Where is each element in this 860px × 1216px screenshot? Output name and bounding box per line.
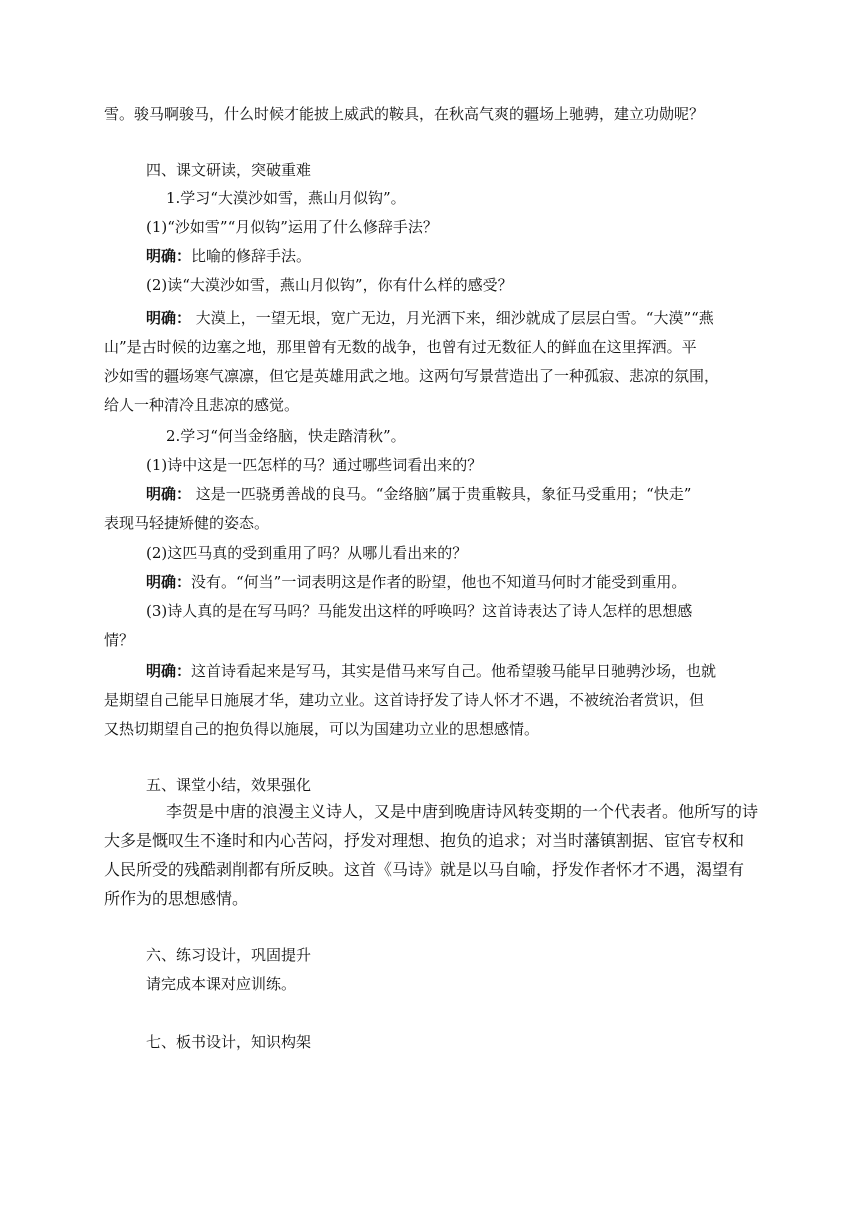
item2-a1-line-2: 表现马轻捷矫健的姿态。 bbox=[104, 514, 270, 532]
item2-a3-line-1 bbox=[146, 660, 716, 682]
answer-text: 没有。“何当”一词表明这是作者的盼望，他也不知道马何时才能受到重用。 bbox=[191, 573, 687, 591]
summary-line-3: 人民所受的残酷剥削都有所反映。这首《马诗》就是以马自喻，抒发作者怀才不遇，渴望有 bbox=[104, 860, 745, 879]
answer-text: 比喻的修辞手法。 bbox=[191, 247, 312, 265]
answer-text: 这首诗看起来是写马，其实是借马来写自己。他希望骏马能早日驰骋沙场，也就 bbox=[191, 662, 717, 680]
section6-heading: 六、练习设计，巩固提升 bbox=[146, 946, 312, 964]
answer-label: 明确： bbox=[146, 662, 192, 680]
item1-a2-line-1 bbox=[146, 307, 714, 329]
item1-a2-line-4: 给人一种清冷且悲凉的感觉。 bbox=[104, 396, 300, 414]
item2-a3-line-2: 是期望自己能早日施展才华，建功立业。这首诗抒发了诗人怀才不遇，不被统治者赏识，但 bbox=[104, 691, 705, 709]
item2-q3-line-2: 情？ bbox=[104, 631, 135, 649]
section4-heading: 四、课文研读，突破重难 bbox=[146, 161, 312, 179]
intro-line: 雪。骏马啊骏马，什么时候才能披上威武的鞍具，在秋高气爽的疆场上驰骋，建立功勋呢？ bbox=[104, 105, 705, 123]
item1-a2-line-3: 沙如雪的疆场寒气凛凛，但它是英雄用武之地。这两句写景营造出了一种孤寂、悲凉的氛围， bbox=[104, 367, 720, 385]
section5-heading: 五、课堂小结，效果强化 bbox=[146, 776, 312, 794]
answer-label: 明确： bbox=[146, 485, 192, 503]
answer-label: 明确： bbox=[146, 247, 192, 265]
item1-title: 1.学习“大漠沙如雪，燕山月似钩”。 bbox=[166, 189, 406, 207]
item2-title: 2.学习“何当金络脑，快走踏清秋”。 bbox=[166, 427, 406, 445]
item2-q2: (2)这匹马真的受到重用了吗？从哪儿看出来的？ bbox=[146, 544, 468, 562]
section6-text: 请完成本课对应训练。 bbox=[146, 975, 297, 993]
item2-q1: (1)诗中这是一匹怎样的马？通过哪些词看出来的？ bbox=[146, 456, 483, 474]
answer-text: 大漠上，一望无垠，宽广无边，月光洒下来，细沙就成了层层白雪。“大漠”“燕 bbox=[191, 309, 714, 327]
item1-a2-line-2: 山”是古时候的边塞之地，那里曾有无数的战争，也曾有过无数征人的鲜血在这里挥洒。平 bbox=[104, 338, 697, 356]
summary-line-1: 李贺是中唐的浪漫主义诗人，又是中唐到晚唐诗风转变期的一个代表者。他所写的诗 bbox=[166, 802, 759, 821]
item1-a1 bbox=[146, 245, 311, 267]
item2-q3-line-1: (3)诗人真的是在写马吗？马能发出这样的呼唤吗？这首诗表达了诗人怎样的思想感 bbox=[146, 602, 693, 620]
answer-label: 明确： bbox=[146, 573, 192, 591]
section7-heading: 七、板书设计，知识构架 bbox=[146, 1033, 312, 1051]
answer-label: 明确： bbox=[146, 309, 192, 327]
item2-a3-line-3: 又热切期望自己的抱负得以施展，可以为国建功立业的思想感情。 bbox=[104, 720, 540, 738]
answer-text: 这是一匹骁勇善战的良马。“金络脑”属于贵重鞍具，象征马受重用；“快走” bbox=[191, 485, 692, 503]
summary-line-2: 大多是慨叹生不逢时和内心苦闷，抒发对理想、抱负的追求；对当时藩镇割据、宦官专权和 bbox=[104, 831, 745, 850]
item2-a1-line-1 bbox=[146, 483, 691, 505]
item2-a2 bbox=[146, 571, 686, 593]
item1-q1: (1)“沙如雪”“月似钩”运用了什么修辞手法？ bbox=[146, 218, 438, 236]
item1-q2: (2)读“大漠沙如雪，燕山月似钩”，你有什么样的感受？ bbox=[146, 276, 513, 294]
summary-line-4: 所作为的思想感情。 bbox=[104, 889, 249, 908]
